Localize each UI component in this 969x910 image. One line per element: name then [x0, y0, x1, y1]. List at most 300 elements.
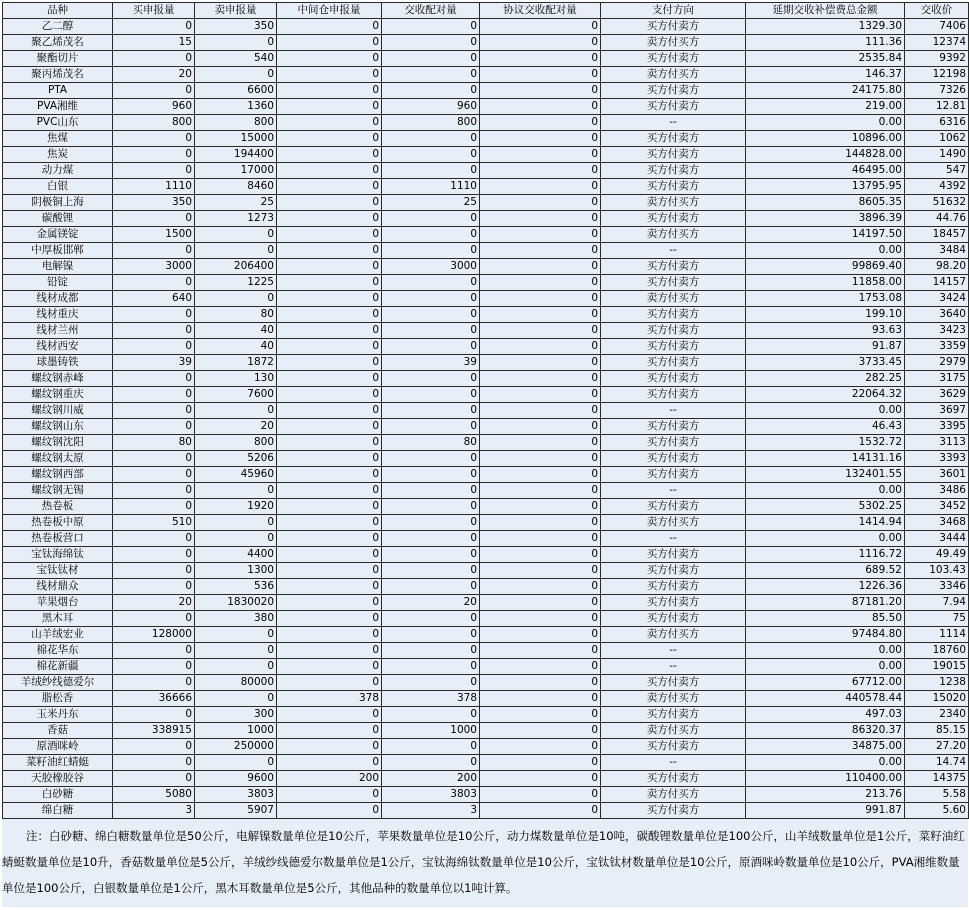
cell-agreement-matched: 0 [480, 19, 601, 35]
cell-sell-declared: 1830020 [195, 595, 277, 611]
cell-intermediate-declared: 0 [277, 323, 382, 339]
cell-buy-declared: 0 [113, 19, 195, 35]
cell-matched: 0 [382, 659, 480, 675]
cell-payment-direction: 买方付卖方 [601, 467, 746, 483]
cell-intermediate-declared: 0 [277, 291, 382, 307]
cell-matched: 0 [382, 163, 480, 179]
cell-buy-declared: 1110 [113, 179, 195, 195]
cell-agreement-matched: 0 [480, 595, 601, 611]
cell-agreement-matched: 0 [480, 707, 601, 723]
table-row [3, 579, 969, 595]
cell-delivery-price: 7406 [905, 19, 969, 35]
cell-agreement-matched: 0 [480, 611, 601, 627]
cell-intermediate-declared: 0 [277, 163, 382, 179]
cell-sell-declared: 0 [195, 659, 277, 675]
cell-compensation-total: 440578.44 [746, 691, 905, 707]
cell-delivery-price: 2979 [905, 355, 969, 371]
cell-buy-declared: 1500 [113, 227, 195, 243]
cell-variety: 螺纹钢重庆 [3, 387, 113, 403]
unit-note: 注：白砂糖、绵白糖数量单位是50公斤，电解镍数量单位是10公斤，苹果数量单位是10公斤，动力煤数量单位是10吨，碳酸锂数量单位是100公斤，山羊绒数量单位是1公斤，菜籽油红蜻蜓数量单位是10升，香菇数量单位是5公斤，羊绒纱线德爱尔数量单位是1公斤，宝钛海绵钛数量单位是10公斤，宝钛钛材数量单位是10公斤，原酒咪岭数量单位是10公斤，PVA湘维数量单位是100公斤，白银数量单位是1公斤，黑木耳数量单位是5公斤，其他品种的数量单位以1吨计算。 [2, 819, 968, 907]
cell-intermediate-declared: 0 [277, 371, 382, 387]
cell-intermediate-declared: 0 [277, 467, 382, 483]
cell-buy-declared: 0 [113, 371, 195, 387]
cell-variety: 黑木耳 [3, 611, 113, 627]
cell-matched: 0 [382, 227, 480, 243]
cell-intermediate-declared: 0 [277, 643, 382, 659]
cell-compensation-total: 0.00 [746, 643, 905, 659]
cell-compensation-total: 46495.00 [746, 163, 905, 179]
cell-delivery-price: 27.20 [905, 739, 969, 755]
cell-delivery-price: 14.74 [905, 755, 969, 771]
cell-sell-declared: 1225 [195, 275, 277, 291]
cell-buy-declared: 0 [113, 547, 195, 563]
cell-delivery-price: 18457 [905, 227, 969, 243]
cell-delivery-price: 3423 [905, 323, 969, 339]
cell-variety: 乙二醇 [3, 19, 113, 35]
cell-sell-declared: 206400 [195, 259, 277, 275]
cell-intermediate-declared: 0 [277, 531, 382, 547]
cell-payment-direction: 卖方付买方 [601, 35, 746, 51]
table-row [3, 643, 969, 659]
cell-payment-direction: 卖方付买方 [601, 291, 746, 307]
cell-intermediate-declared: 0 [277, 19, 382, 35]
table-row [3, 675, 969, 691]
cell-compensation-total: 0.00 [746, 755, 905, 771]
cell-matched: 0 [382, 643, 480, 659]
table-row [3, 659, 969, 675]
cell-intermediate-declared: 0 [277, 675, 382, 691]
cell-variety: 阴极铜上海 [3, 195, 113, 211]
cell-delivery-price: 1114 [905, 627, 969, 643]
cell-compensation-total: 0.00 [746, 659, 905, 675]
table-row [3, 67, 969, 83]
table-row [3, 755, 969, 771]
cell-buy-declared: 0 [113, 387, 195, 403]
cell-sell-declared: 45960 [195, 467, 277, 483]
cell-matched: 0 [382, 515, 480, 531]
table-row [3, 547, 969, 563]
table-row [3, 291, 969, 307]
cell-intermediate-declared: 0 [277, 659, 382, 675]
cell-variety: 线材兰州 [3, 323, 113, 339]
cell-compensation-total: 111.36 [746, 35, 905, 51]
cell-variety: 脂松香 [3, 691, 113, 707]
cell-sell-declared: 0 [195, 515, 277, 531]
cell-payment-direction: 买方付卖方 [601, 323, 746, 339]
cell-matched: 80 [382, 435, 480, 451]
cell-agreement-matched: 0 [480, 787, 601, 803]
cell-buy-declared: 338915 [113, 723, 195, 739]
cell-variety: 电解镍 [3, 259, 113, 275]
cell-sell-declared: 5206 [195, 451, 277, 467]
cell-intermediate-declared: 0 [277, 51, 382, 67]
cell-matched: 0 [382, 387, 480, 403]
cell-agreement-matched: 0 [480, 659, 601, 675]
cell-compensation-total: 3896.39 [746, 211, 905, 227]
cell-payment-direction: 买方付卖方 [601, 547, 746, 563]
cell-matched: 0 [382, 419, 480, 435]
cell-matched: 0 [382, 451, 480, 467]
cell-buy-declared: 0 [113, 611, 195, 627]
table-row [3, 435, 969, 451]
cell-compensation-total: 146.37 [746, 67, 905, 83]
cell-variety: 线材鼎众 [3, 579, 113, 595]
cell-delivery-price: 103.43 [905, 563, 969, 579]
cell-delivery-price: 1490 [905, 147, 969, 163]
cell-buy-declared: 0 [113, 643, 195, 659]
table-row [3, 467, 969, 483]
cell-sell-declared: 540 [195, 51, 277, 67]
cell-buy-declared: 3 [113, 803, 195, 819]
cell-sell-declared: 40 [195, 323, 277, 339]
cell-delivery-price: 3640 [905, 307, 969, 323]
cell-sell-declared: 7600 [195, 387, 277, 403]
cell-compensation-total: 689.52 [746, 563, 905, 579]
cell-matched: 0 [382, 755, 480, 771]
cell-delivery-price: 3346 [905, 579, 969, 595]
cell-buy-declared: 128000 [113, 627, 195, 643]
cell-delivery-price: 547 [905, 163, 969, 179]
cell-payment-direction: 买方付卖方 [601, 579, 746, 595]
cell-variety: 聚酯切片 [3, 51, 113, 67]
table-row [3, 451, 969, 467]
cell-payment-direction: 买方付卖方 [601, 451, 746, 467]
cell-buy-declared: 0 [113, 419, 195, 435]
header-buy-declared: 买申报量 [113, 3, 195, 19]
cell-matched: 0 [382, 291, 480, 307]
cell-intermediate-declared: 0 [277, 803, 382, 819]
cell-variety: 宝钛钛材 [3, 563, 113, 579]
cell-delivery-price: 12198 [905, 67, 969, 83]
cell-agreement-matched: 0 [480, 435, 601, 451]
cell-sell-declared: 0 [195, 531, 277, 547]
cell-compensation-total: 34875.00 [746, 739, 905, 755]
table-row [3, 499, 969, 515]
cell-matched: 0 [382, 739, 480, 755]
cell-variety: 螺纹钢西部 [3, 467, 113, 483]
cell-agreement-matched: 0 [480, 691, 601, 707]
cell-payment-direction: 买方付卖方 [601, 211, 746, 227]
table-row [3, 403, 969, 419]
cell-buy-declared: 0 [113, 307, 195, 323]
table-row [3, 307, 969, 323]
cell-intermediate-declared: 0 [277, 515, 382, 531]
cell-variety: 宝钛海绵钛 [3, 547, 113, 563]
cell-delivery-price: 4392 [905, 179, 969, 195]
cell-buy-declared: 0 [113, 739, 195, 755]
cell-payment-direction: 买方付卖方 [601, 179, 746, 195]
cell-delivery-price: 5.58 [905, 787, 969, 803]
cell-payment-direction: 买方付卖方 [601, 595, 746, 611]
cell-intermediate-declared: 0 [277, 35, 382, 51]
cell-agreement-matched: 0 [480, 99, 601, 115]
cell-matched: 1000 [382, 723, 480, 739]
cell-intermediate-declared: 0 [277, 579, 382, 595]
cell-compensation-total: 1532.72 [746, 435, 905, 451]
cell-sell-declared: 0 [195, 643, 277, 659]
header-agreement-matched: 协议交收配对量 [480, 3, 601, 19]
cell-matched: 39 [382, 355, 480, 371]
cell-sell-declared: 130 [195, 371, 277, 387]
header-variety: 品种 [3, 3, 113, 19]
cell-payment-direction: 买方付卖方 [601, 307, 746, 323]
table-body [3, 19, 969, 819]
cell-sell-declared: 1872 [195, 355, 277, 371]
cell-variety: PVC山东 [3, 115, 113, 131]
cell-sell-declared: 8460 [195, 179, 277, 195]
cell-agreement-matched: 0 [480, 307, 601, 323]
cell-compensation-total: 219.00 [746, 99, 905, 115]
cell-agreement-matched: 0 [480, 403, 601, 419]
cell-variety: 苹果烟台 [3, 595, 113, 611]
cell-payment-direction: 卖方付买方 [601, 67, 746, 83]
cell-buy-declared: 3000 [113, 259, 195, 275]
cell-payment-direction: 买方付卖方 [601, 707, 746, 723]
cell-compensation-total: 132401.55 [746, 467, 905, 483]
cell-agreement-matched: 0 [480, 147, 601, 163]
cell-delivery-price: 18760 [905, 643, 969, 659]
cell-sell-declared: 800 [195, 435, 277, 451]
cell-matched: 0 [382, 403, 480, 419]
cell-compensation-total: 14131.16 [746, 451, 905, 467]
cell-variety: 螺纹钢太原 [3, 451, 113, 467]
cell-compensation-total: 0.00 [746, 403, 905, 419]
cell-compensation-total: 1753.08 [746, 291, 905, 307]
table-row [3, 531, 969, 547]
cell-delivery-price: 5.60 [905, 803, 969, 819]
cell-matched: 0 [382, 467, 480, 483]
cell-delivery-price: 14375 [905, 771, 969, 787]
table-row [3, 803, 969, 819]
cell-payment-direction: 买方付卖方 [601, 803, 746, 819]
cell-sell-declared: 0 [195, 627, 277, 643]
cell-agreement-matched: 0 [480, 275, 601, 291]
cell-buy-declared: 0 [113, 163, 195, 179]
cell-compensation-total: 282.25 [746, 371, 905, 387]
cell-sell-declared: 1273 [195, 211, 277, 227]
cell-matched: 0 [382, 563, 480, 579]
cell-variety: 热卷板中原 [3, 515, 113, 531]
cell-matched: 800 [382, 115, 480, 131]
cell-delivery-price: 9392 [905, 51, 969, 67]
cell-delivery-price: 3359 [905, 339, 969, 355]
cell-payment-direction: -- [601, 483, 746, 499]
header-delivery-price: 交收价 [905, 3, 969, 19]
cell-agreement-matched: 0 [480, 419, 601, 435]
cell-variety: 线材重庆 [3, 307, 113, 323]
cell-compensation-total: 85.50 [746, 611, 905, 627]
cell-sell-declared: 1920 [195, 499, 277, 515]
cell-matched: 0 [382, 131, 480, 147]
cell-sell-declared: 1300 [195, 563, 277, 579]
cell-agreement-matched: 0 [480, 739, 601, 755]
cell-delivery-price: 3444 [905, 531, 969, 547]
cell-buy-declared: 0 [113, 131, 195, 147]
cell-delivery-price: 3484 [905, 243, 969, 259]
table-row [3, 339, 969, 355]
cell-variety: 铅锭 [3, 275, 113, 291]
cell-delivery-price: 14157 [905, 275, 969, 291]
table-row [3, 323, 969, 339]
table-row [3, 371, 969, 387]
cell-delivery-price: 75 [905, 611, 969, 627]
cell-matched: 0 [382, 627, 480, 643]
cell-matched: 0 [382, 307, 480, 323]
cell-delivery-price: 3486 [905, 483, 969, 499]
cell-buy-declared: 0 [113, 531, 195, 547]
table-row [3, 627, 969, 643]
table-row [3, 419, 969, 435]
cell-agreement-matched: 0 [480, 499, 601, 515]
cell-payment-direction: -- [601, 755, 746, 771]
cell-agreement-matched: 0 [480, 195, 601, 211]
cell-matched: 0 [382, 483, 480, 499]
cell-agreement-matched: 0 [480, 755, 601, 771]
cell-matched: 25 [382, 195, 480, 211]
cell-matched: 0 [382, 675, 480, 691]
cell-agreement-matched: 0 [480, 547, 601, 563]
cell-compensation-total: 2535.84 [746, 51, 905, 67]
cell-compensation-total: 67712.00 [746, 675, 905, 691]
header-intermediate-declared: 中间仓申报量 [277, 3, 382, 19]
cell-intermediate-declared: 378 [277, 691, 382, 707]
cell-agreement-matched: 0 [480, 259, 601, 275]
cell-agreement-matched: 0 [480, 179, 601, 195]
cell-payment-direction: 买方付卖方 [601, 771, 746, 787]
cell-compensation-total: 1414.94 [746, 515, 905, 531]
cell-payment-direction: 买方付卖方 [601, 611, 746, 627]
cell-variety: PTA [3, 83, 113, 99]
cell-delivery-price: 12374 [905, 35, 969, 51]
cell-sell-declared: 0 [195, 403, 277, 419]
cell-intermediate-declared: 0 [277, 707, 382, 723]
cell-variety: 热卷板营口 [3, 531, 113, 547]
cell-agreement-matched: 0 [480, 115, 601, 131]
table-row [3, 51, 969, 67]
cell-sell-declared: 4400 [195, 547, 277, 563]
cell-buy-declared: 0 [113, 243, 195, 259]
cell-payment-direction: 买方付卖方 [601, 99, 746, 115]
cell-compensation-total: 46.43 [746, 419, 905, 435]
cell-delivery-price: 3452 [905, 499, 969, 515]
cell-variety: 聚丙烯茂名 [3, 67, 113, 83]
cell-agreement-matched: 0 [480, 467, 601, 483]
cell-agreement-matched: 0 [480, 291, 601, 307]
cell-compensation-total: 14197.50 [746, 227, 905, 243]
cell-variety: 山羊绒宏业 [3, 627, 113, 643]
cell-sell-declared: 5907 [195, 803, 277, 819]
cell-buy-declared: 0 [113, 323, 195, 339]
delivery-report [2, 2, 968, 907]
cell-delivery-price: 7326 [905, 83, 969, 99]
cell-payment-direction: 买方付卖方 [601, 435, 746, 451]
cell-agreement-matched: 0 [480, 371, 601, 387]
cell-matched: 0 [382, 243, 480, 259]
cell-agreement-matched: 0 [480, 355, 601, 371]
cell-delivery-price: 12.81 [905, 99, 969, 115]
cell-matched: 0 [382, 371, 480, 387]
cell-buy-declared: 0 [113, 659, 195, 675]
table-row [3, 163, 969, 179]
cell-intermediate-declared: 0 [277, 595, 382, 611]
cell-payment-direction: -- [601, 243, 746, 259]
table-row [3, 211, 969, 227]
cell-matched: 0 [382, 83, 480, 99]
cell-sell-declared: 0 [195, 691, 277, 707]
cell-agreement-matched: 0 [480, 67, 601, 83]
cell-variety: 球墨铸铁 [3, 355, 113, 371]
cell-buy-declared: 0 [113, 755, 195, 771]
cell-matched: 378 [382, 691, 480, 707]
cell-intermediate-declared: 0 [277, 483, 382, 499]
cell-intermediate-declared: 0 [277, 451, 382, 467]
cell-agreement-matched: 0 [480, 35, 601, 51]
cell-variety: 白砂糖 [3, 787, 113, 803]
cell-payment-direction: 买方付卖方 [601, 83, 746, 99]
cell-agreement-matched: 0 [480, 675, 601, 691]
table-row [3, 595, 969, 611]
cell-matched: 0 [382, 339, 480, 355]
cell-payment-direction: 买方付卖方 [601, 147, 746, 163]
cell-payment-direction: -- [601, 643, 746, 659]
cell-matched: 0 [382, 499, 480, 515]
cell-compensation-total: 1329.30 [746, 19, 905, 35]
table-row [3, 195, 969, 211]
header-matched: 交收配对量 [382, 3, 480, 19]
cell-variety: 螺纹钢无锡 [3, 483, 113, 499]
cell-matched: 960 [382, 99, 480, 115]
cell-agreement-matched: 0 [480, 579, 601, 595]
table-row [3, 227, 969, 243]
cell-buy-declared: 350 [113, 195, 195, 211]
cell-intermediate-declared: 0 [277, 499, 382, 515]
cell-payment-direction: 买方付卖方 [601, 19, 746, 35]
cell-agreement-matched: 0 [480, 387, 601, 403]
cell-compensation-total: 110400.00 [746, 771, 905, 787]
cell-payment-direction: 买方付卖方 [601, 259, 746, 275]
cell-intermediate-declared: 0 [277, 147, 382, 163]
cell-variety: 线材成都 [3, 291, 113, 307]
cell-sell-declared: 80 [195, 307, 277, 323]
cell-compensation-total: 1226.36 [746, 579, 905, 595]
cell-compensation-total: 13795.95 [746, 179, 905, 195]
cell-delivery-price: 3424 [905, 291, 969, 307]
cell-intermediate-declared: 0 [277, 67, 382, 83]
cell-payment-direction: 买方付卖方 [601, 163, 746, 179]
table-row [3, 243, 969, 259]
cell-delivery-price: 1062 [905, 131, 969, 147]
cell-sell-declared: 0 [195, 227, 277, 243]
cell-agreement-matched: 0 [480, 51, 601, 67]
table-row [3, 691, 969, 707]
cell-sell-declared: 250000 [195, 739, 277, 755]
cell-intermediate-declared: 0 [277, 131, 382, 147]
cell-delivery-price: 3629 [905, 387, 969, 403]
cell-delivery-price: 44.76 [905, 211, 969, 227]
cell-agreement-matched: 0 [480, 163, 601, 179]
cell-variety: 绵白糖 [3, 803, 113, 819]
cell-compensation-total: 0.00 [746, 115, 905, 131]
table-row [3, 115, 969, 131]
table-row [3, 35, 969, 51]
cell-buy-declared: 20 [113, 67, 195, 83]
cell-compensation-total: 24175.80 [746, 83, 905, 99]
cell-agreement-matched: 0 [480, 771, 601, 787]
cell-matched: 0 [382, 323, 480, 339]
cell-compensation-total: 213.76 [746, 787, 905, 803]
cell-compensation-total: 497.03 [746, 707, 905, 723]
cell-agreement-matched: 0 [480, 339, 601, 355]
